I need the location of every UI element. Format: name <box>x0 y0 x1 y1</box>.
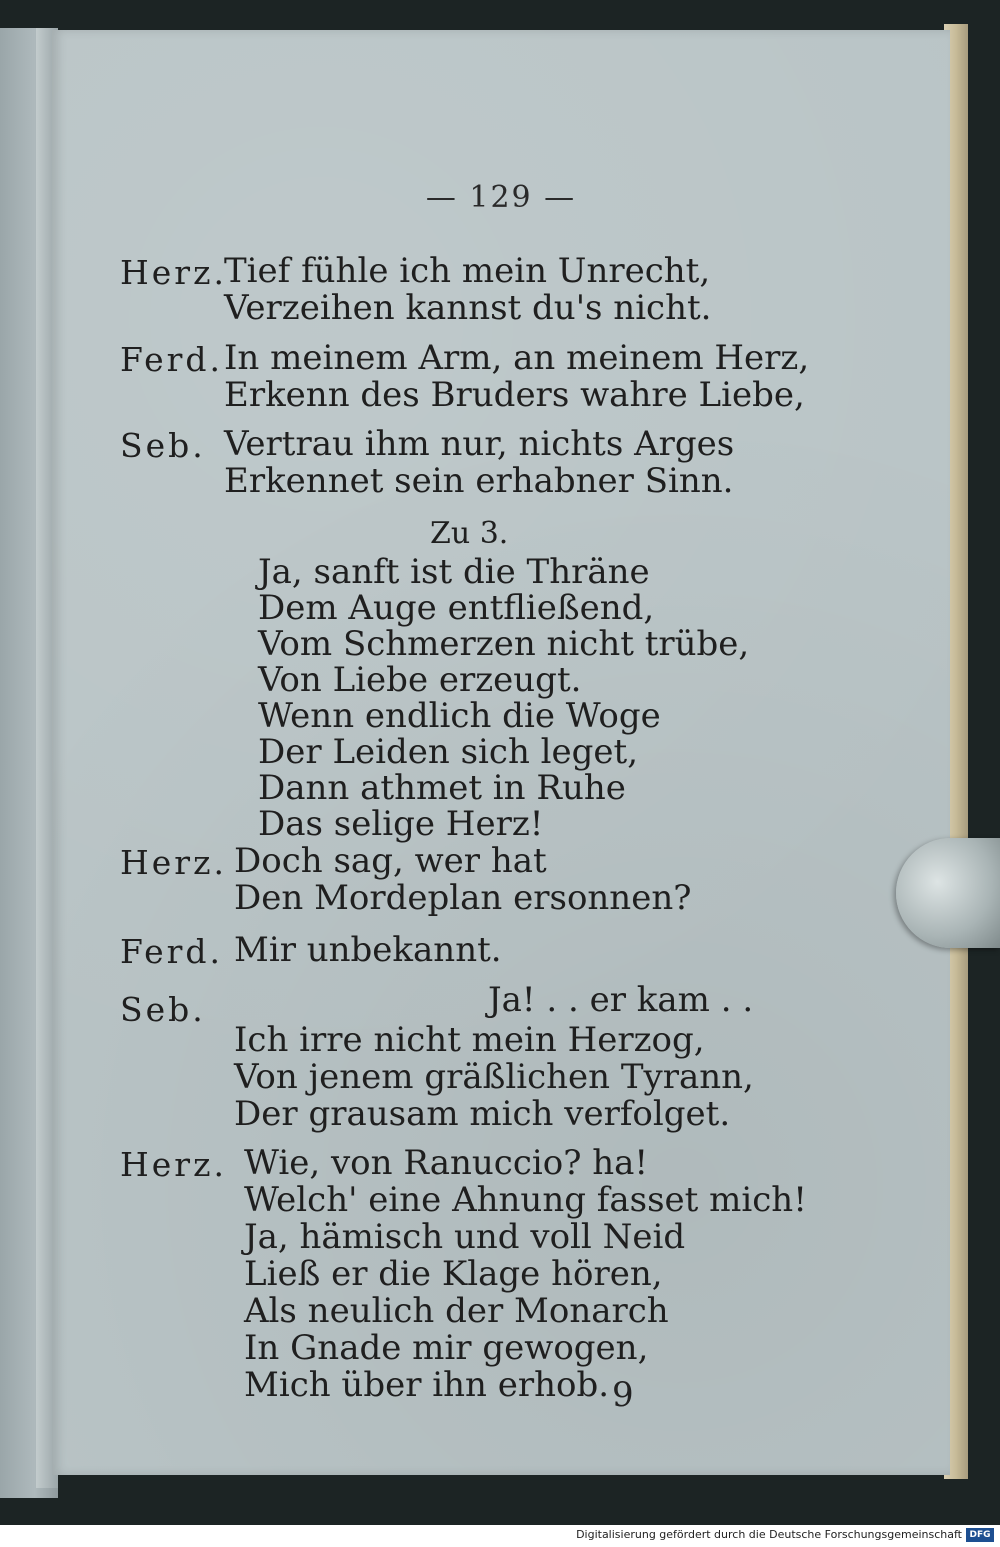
verse-line: Mich über ihn erhob. <box>244 1365 610 1405</box>
verse-line: Ja! . . er kam . . <box>488 980 754 1020</box>
verse-line: Ja, sanft ist die Thräne <box>258 552 650 592</box>
verse-line: In Gnade mir gewogen, <box>244 1328 649 1368</box>
speaker-label: Seb. <box>120 990 206 1029</box>
verse-line: Vertrau ihm nur, nichts Arges <box>224 424 735 464</box>
verse-line: Erkenn des Bruders wahre Liebe, <box>224 375 805 415</box>
verse-line: Tief fühle ich mein Unrecht, <box>224 251 711 291</box>
verse-line: Den Mordeplan ersonnen? <box>234 878 692 918</box>
verse-line: Mir unbekannt. <box>234 930 502 970</box>
speaker-label: Seb. <box>120 426 206 465</box>
signature-mark: 9 <box>612 1375 634 1415</box>
verse-line: In meinem Arm, an meinem Herz, <box>224 338 810 378</box>
verse-line: Wie, von Ranuccio? ha! <box>244 1143 649 1183</box>
footer-credit: Digitalisierung gefördert durch die Deutsche Forschungsgemeinschaft <box>576 1528 962 1541</box>
verse-line: Dem Auge entfließend, <box>258 588 655 628</box>
speaker-label: Herz. <box>120 843 227 882</box>
verse-line: Erkennet sein erhabner Sinn. <box>224 461 734 501</box>
verse-line: Von Liebe erzeugt. <box>258 660 582 700</box>
book-page <box>52 30 950 1475</box>
verse-line: Verzeihen kannst du's nicht. <box>224 288 712 328</box>
verse-line: Der Leiden sich leget, <box>258 732 639 772</box>
verse-line: Von jenem gräßlichen Tyrann, <box>234 1057 754 1097</box>
verse-line: Das selige Herz! <box>258 804 544 844</box>
speaker-label: Herz. <box>120 1145 227 1184</box>
ensemble-heading: Zu 3. <box>430 516 509 551</box>
verse-line: Der grausam mich verfolget. <box>234 1094 731 1134</box>
speaker-label: Herz. <box>120 253 227 292</box>
verse-line: Als neulich der Monarch <box>244 1291 669 1331</box>
verse-line: Doch sag, wer hat <box>234 841 547 881</box>
verse-line: Welch' eine Ahnung fasset mich! <box>244 1180 807 1220</box>
verse-line: Ja, hämisch und voll Neid <box>244 1217 686 1257</box>
speaker-label: Ferd. <box>120 340 224 379</box>
dfg-logo[interactable]: DFG <box>966 1528 994 1542</box>
verse-line: Vom Schmerzen nicht trübe, <box>258 624 750 664</box>
page-clip <box>896 838 1000 948</box>
verse-line: Ließ er die Klage hören, <box>244 1254 663 1294</box>
verse-line: Wenn endlich die Woge <box>258 696 661 736</box>
verse-line: Ich irre nicht mein Herzog, <box>234 1020 705 1060</box>
verse-line: Dann athmet in Ruhe <box>258 768 626 808</box>
speaker-label: Ferd. <box>120 932 224 971</box>
page-number: — 129 — <box>425 180 577 215</box>
